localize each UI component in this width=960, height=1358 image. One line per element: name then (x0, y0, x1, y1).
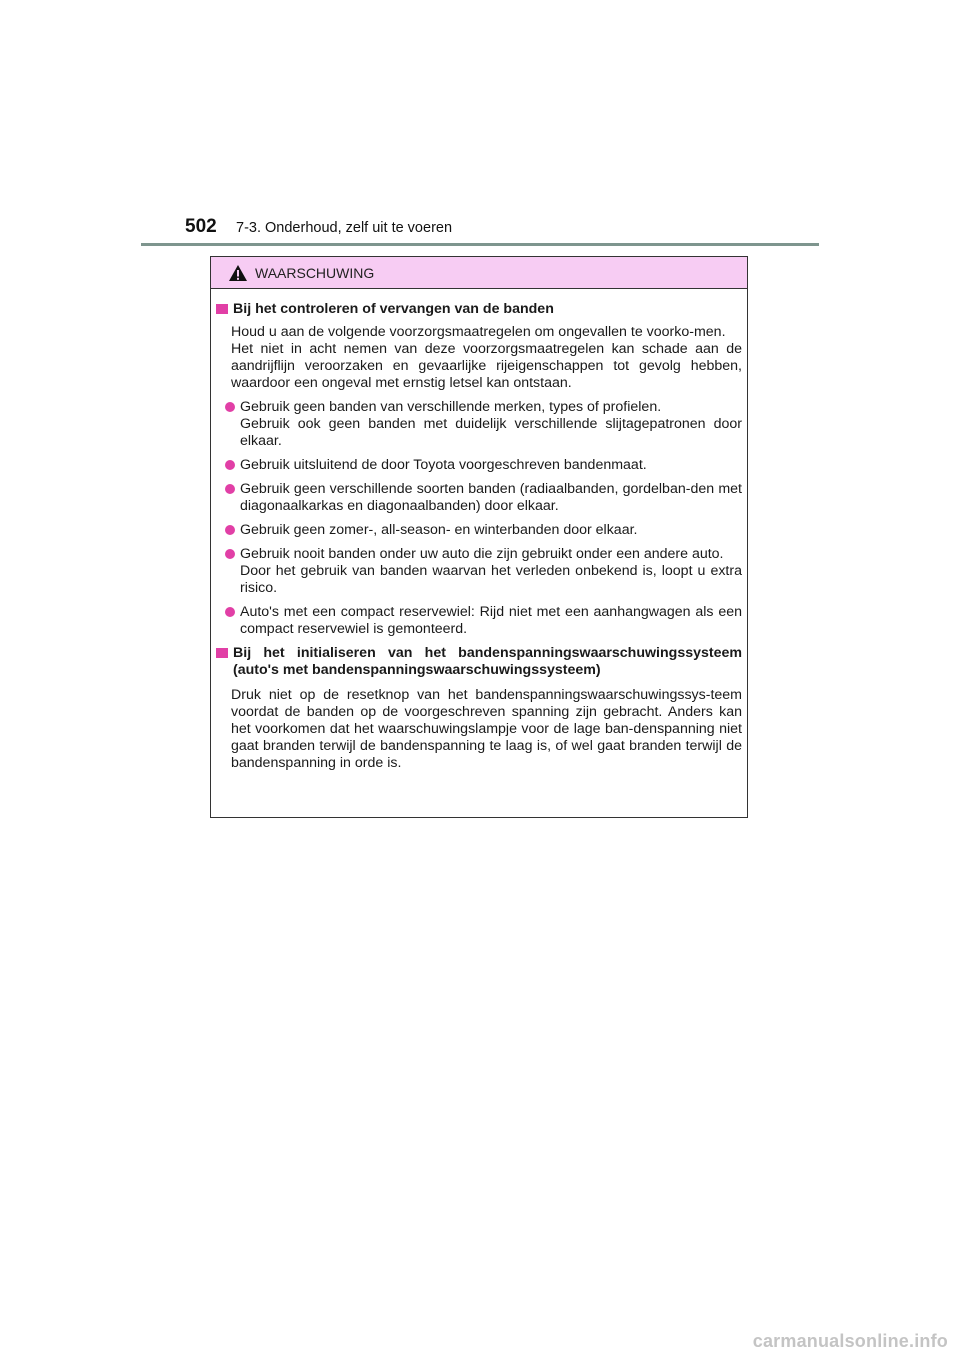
warning-box (210, 256, 748, 818)
list-item (225, 522, 742, 539)
square-bullet-icon (216, 648, 228, 658)
bullet-text: Gebruik uitsluitend de door Toyota voorgeschreven bandenmaat. (240, 457, 647, 473)
list-item (225, 457, 742, 474)
section-body: Druk niet op de resetknop van het bandenspanningswaarschuwingssys-teem voordat de banden op de voorgeschreven spanning zijn gebracht. Anders kan het voorkomen dat het waarschuwingslampje voor de lage ban-denspanning niet gaat branden terwijl de bandenspanning te laag is, of wel gaat branden terwijl de bandenspanning in orde is. (231, 687, 746, 771)
square-bullet-icon (216, 304, 228, 314)
watermark: carmanualsonline.info (752, 1331, 948, 1351)
round-bullet-icon (225, 460, 235, 470)
warning-body (211, 289, 747, 772)
round-bullet-icon (225, 549, 235, 559)
bullet-text: Gebruik geen banden van verschillende merken, types of profielen. Gebruik ook geen banden met duidelijk verschillende slijtagepatronen door elkaar. (240, 399, 742, 449)
round-bullet-icon (225, 525, 235, 535)
intro-paragraph: Houd u aan de volgende voorzorgsmaatregelen om ongevallen te voorko-men. (231, 324, 726, 340)
warning-section-tires (216, 301, 746, 638)
section-heading: Bij het initialiseren van het bandenspanningswaarschuwingssysteem (auto's met bandenspanningswaarschuwingssysteem) (233, 645, 742, 678)
round-bullet-icon (225, 402, 235, 412)
warning-section-tpms (216, 645, 746, 772)
section-heading: Bij het controleren of vervangen van de banden (233, 301, 554, 317)
bullet-text: Auto's met een compact reservewiel: Rijd niet met een aanhangwagen als een compact reservewiel is gemonteerd. (240, 604, 746, 637)
warning-triangle-icon (228, 264, 248, 282)
bullet-list (225, 399, 746, 638)
header-rule (141, 243, 819, 246)
warning-header (211, 257, 747, 289)
intro-paragraph: Het niet in acht nemen van deze voorzorgsmaatregelen kan schade aan de aandrijflijn veroorzaken en gevaarlijke rijeigenschappen tot gevolg hebben, waardoor een ongeval met ernstig letsel kan ontstaan. (231, 341, 746, 391)
bullet-text: Gebruik nooit banden onder uw auto die zijn gebruikt onder een andere auto. Door het gebruik van banden waarvan het verleden onbekend is, loopt u extra risico. (240, 546, 742, 596)
bullet-text: Gebruik geen zomer-, all-season- en winterbanden door elkaar. (240, 522, 638, 538)
warning-title: WAARSCHUWING (255, 264, 375, 281)
list-item (225, 604, 746, 638)
round-bullet-icon (225, 607, 235, 617)
page-number: 502 (185, 216, 217, 237)
list-item (225, 546, 742, 597)
round-bullet-icon (225, 484, 235, 494)
list-item (225, 481, 746, 515)
bullet-text: Gebruik geen verschillende soorten banden (radiaalbanden, gordelban-den met diagonaalkarkas en diagonaalbanden) door elkaar. (240, 481, 746, 514)
section-title: 7-3. Onderhoud, zelf uit te voeren (236, 220, 453, 236)
list-item (225, 399, 742, 450)
